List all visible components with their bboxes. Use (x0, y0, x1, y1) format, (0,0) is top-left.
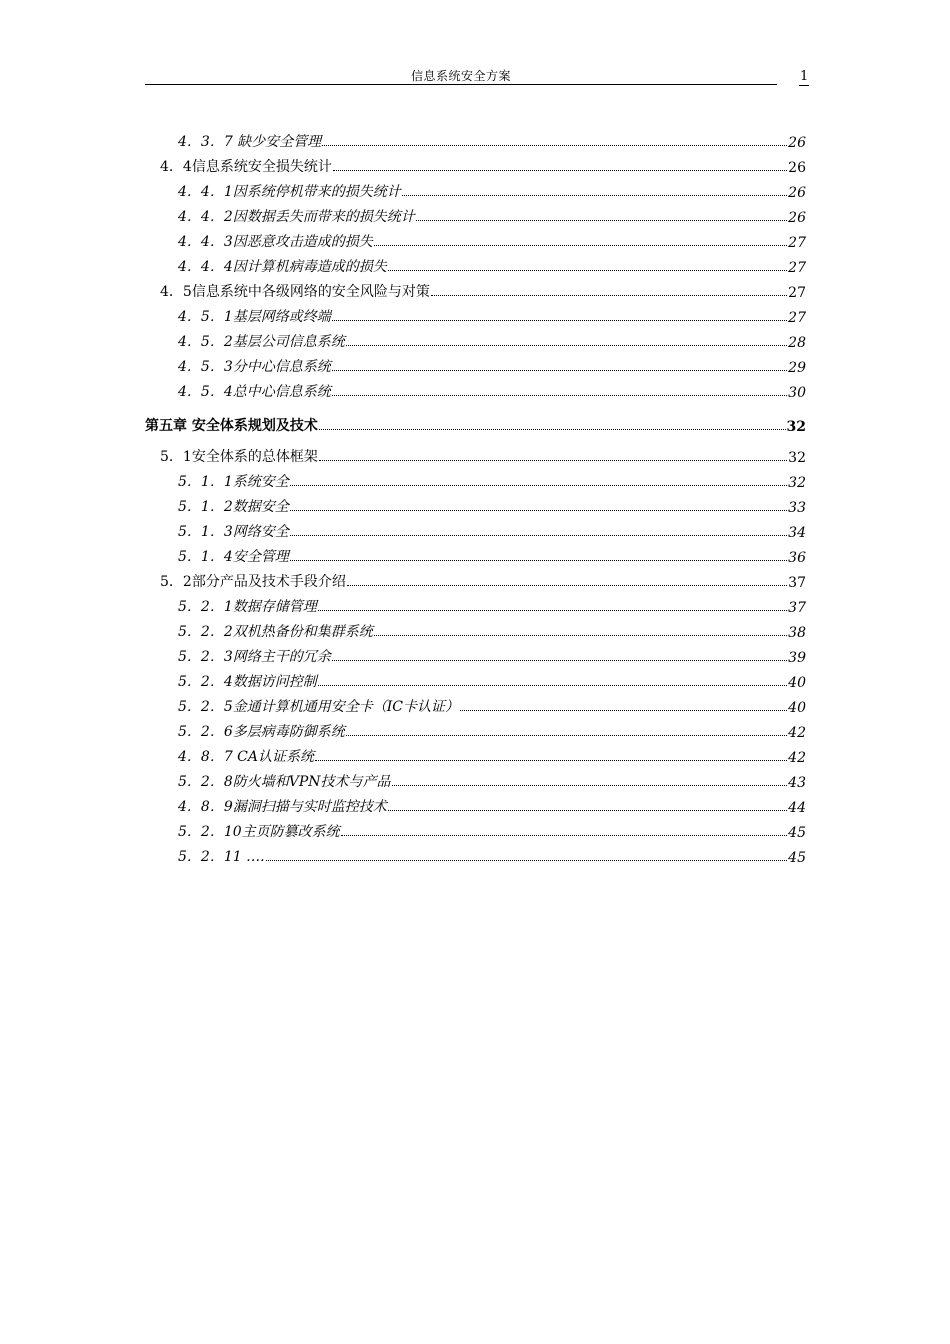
toc-entry-title: 5．2．11 …. (178, 849, 265, 865)
toc-entry-title: 4．8．9漏洞扫描与实时监控技术 (178, 799, 387, 815)
toc-leader-dots (346, 345, 787, 346)
toc-entry-title: 5．2．8防火墙和VPN技术与产品 (178, 774, 391, 790)
toc-section-entry[interactable] (145, 441, 806, 466)
toc-entry-page: 33 (788, 500, 806, 516)
toc-entry-title: 5．1．2数据安全 (178, 499, 289, 515)
toc-entry-title: 4．5．1基层网络或终端 (178, 309, 331, 325)
toc-leader-dots (322, 145, 787, 146)
table-of-contents (145, 126, 806, 866)
toc-leader-dots (332, 320, 787, 321)
header-title: 信息系统安全方案 (410, 69, 511, 83)
toc-subsection-entry[interactable] (145, 841, 806, 866)
toc-entry-page: 40 (788, 700, 806, 716)
toc-entry-page: 26 (788, 160, 806, 176)
toc-subsection-entry[interactable] (145, 326, 806, 351)
toc-entry-page: 27 (788, 260, 806, 276)
toc-section-entry[interactable] (145, 276, 806, 301)
toc-subsection-entry[interactable] (145, 466, 806, 491)
page-header (145, 66, 777, 85)
toc-leader-dots (318, 610, 787, 611)
toc-subsection-entry[interactable] (145, 641, 806, 666)
toc-leader-dots (402, 195, 787, 196)
toc-entry-title: 5．2．4数据访问控制 (178, 674, 317, 690)
toc-entry-page: 27 (788, 310, 806, 326)
toc-entry-page: 38 (788, 625, 806, 641)
toc-subsection-entry[interactable] (145, 301, 806, 326)
toc-entry-page: 42 (788, 750, 806, 766)
toc-entry-page: 37 (788, 600, 806, 616)
toc-entry-page: 32 (788, 475, 806, 491)
toc-subsection-entry[interactable] (145, 741, 806, 766)
toc-entry-page: 26 (788, 135, 806, 151)
toc-subsection-entry[interactable] (145, 766, 806, 791)
toc-entry-page: 34 (788, 525, 806, 541)
toc-leader-dots (332, 370, 787, 371)
toc-leader-dots (290, 535, 787, 536)
toc-chapter-entry[interactable] (145, 409, 806, 435)
toc-entry-page: 40 (788, 675, 806, 691)
toc-leader-dots (347, 585, 787, 586)
toc-leader-dots (332, 395, 787, 396)
toc-leader-dots (346, 735, 787, 736)
toc-entry-title: 5．2．3网络主干的冗余 (178, 649, 331, 665)
toc-entry-title: 5．2．10主页防篡改系统 (178, 824, 340, 840)
toc-subsection-entry[interactable] (145, 226, 806, 251)
page-number: 1 (800, 69, 809, 84)
toc-entry-page: 26 (788, 185, 806, 201)
toc-subsection-entry[interactable] (145, 251, 806, 276)
toc-leader-dots (290, 485, 787, 486)
toc-entry-title: 5．2．2双机热备份和集群系统 (178, 624, 373, 640)
toc-entry-title: 5．1．1系统安全 (178, 474, 289, 490)
toc-entry-page: 43 (788, 775, 806, 791)
toc-leader-dots (416, 220, 787, 221)
toc-leader-dots (333, 170, 787, 171)
toc-leader-dots (388, 810, 787, 811)
toc-entry-title: 4．8．7 CA认证系统 (178, 749, 314, 765)
toc-entry-title: 5．1安全体系的总体框架 (160, 449, 318, 465)
toc-entry-page: 36 (788, 550, 806, 566)
toc-entry-page: 45 (788, 850, 806, 866)
toc-entry-page: 32 (786, 419, 806, 435)
toc-entry-page: 30 (788, 385, 806, 401)
toc-subsection-entry[interactable] (145, 351, 806, 376)
toc-subsection-entry[interactable] (145, 791, 806, 816)
toc-leader-dots (319, 429, 786, 430)
toc-leader-dots (460, 710, 787, 711)
toc-entry-page: 27 (788, 285, 806, 301)
toc-entry-page: 32 (788, 450, 806, 466)
toc-leader-dots (290, 560, 787, 561)
toc-entry-title: 4．4．2因数据丢失而带来的损失统计 (178, 209, 415, 225)
toc-leader-dots (374, 245, 787, 246)
toc-entry-page: 45 (788, 825, 806, 841)
toc-entry-title: 5．2．1数据存储管理 (178, 599, 317, 615)
toc-leader-dots (431, 295, 787, 296)
toc-subsection-entry[interactable] (145, 491, 806, 516)
toc-leader-dots (392, 785, 788, 786)
toc-entry-title: 第五章 安全体系规划及技术 (145, 418, 318, 434)
toc-entry-title: 5．1．4安全管理 (178, 549, 289, 565)
toc-entry-title: 5．2．5金通计算机通用安全卡（IC卡认证） (178, 699, 459, 715)
toc-subsection-entry[interactable] (145, 541, 806, 566)
toc-subsection-entry[interactable] (145, 201, 806, 226)
toc-entry-title: 5．2部分产品及技术手段介绍 (160, 574, 346, 590)
toc-leader-dots (319, 460, 787, 461)
toc-leader-dots (266, 860, 788, 861)
toc-entry-page: 39 (788, 650, 806, 666)
toc-subsection-entry[interactable] (145, 691, 806, 716)
toc-subsection-entry[interactable] (145, 716, 806, 741)
toc-entry-title: 4．5．3分中心信息系统 (178, 359, 331, 375)
toc-subsection-entry[interactable] (145, 816, 806, 841)
toc-leader-dots (290, 510, 787, 511)
toc-entry-title: 4．4信息系统安全损失统计 (160, 159, 332, 175)
toc-subsection-entry[interactable] (145, 616, 806, 641)
toc-section-entry[interactable] (145, 566, 806, 591)
toc-subsection-entry[interactable] (145, 176, 806, 201)
toc-entry-page: 28 (788, 335, 806, 351)
toc-entry-title: 4．5．4总中心信息系统 (178, 384, 331, 400)
toc-entry-title: 5．1．3网络安全 (178, 524, 289, 540)
toc-entry-title: 4．4．3因恶意攻击造成的损失 (178, 234, 373, 250)
toc-entry-page: 37 (788, 575, 806, 591)
toc-entry-page: 44 (788, 800, 806, 816)
toc-subsection-entry[interactable] (145, 666, 806, 691)
toc-subsection-entry[interactable] (145, 126, 806, 151)
toc-entry-title: 4．5．2基层公司信息系统 (178, 334, 345, 350)
toc-entry-page: 42 (788, 725, 806, 741)
toc-leader-dots (332, 660, 787, 661)
toc-entry-title: 4．4．4因计算机病毒造成的损失 (178, 259, 387, 275)
toc-leader-dots (388, 270, 787, 271)
toc-entry-page: 27 (788, 235, 806, 251)
toc-entry-page: 29 (788, 360, 806, 376)
toc-leader-dots (374, 635, 787, 636)
toc-subsection-entry[interactable] (145, 591, 806, 616)
toc-entry-page: 26 (788, 210, 806, 226)
toc-section-entry[interactable] (145, 151, 806, 176)
toc-leader-dots (318, 685, 787, 686)
toc-subsection-entry[interactable] (145, 376, 806, 401)
toc-entry-title: 4．3．7 缺少安全管理 (178, 134, 322, 150)
toc-entry-title: 5．2．6多层病毒防御系统 (178, 724, 345, 740)
toc-leader-dots (341, 835, 788, 836)
toc-subsection-entry[interactable] (145, 516, 806, 541)
toc-entry-title: 4．5信息系统中各级网络的安全风险与对策 (160, 284, 430, 300)
toc-leader-dots (315, 760, 787, 761)
toc-entry-title: 4．4．1因系统停机带来的损失统计 (178, 184, 401, 200)
